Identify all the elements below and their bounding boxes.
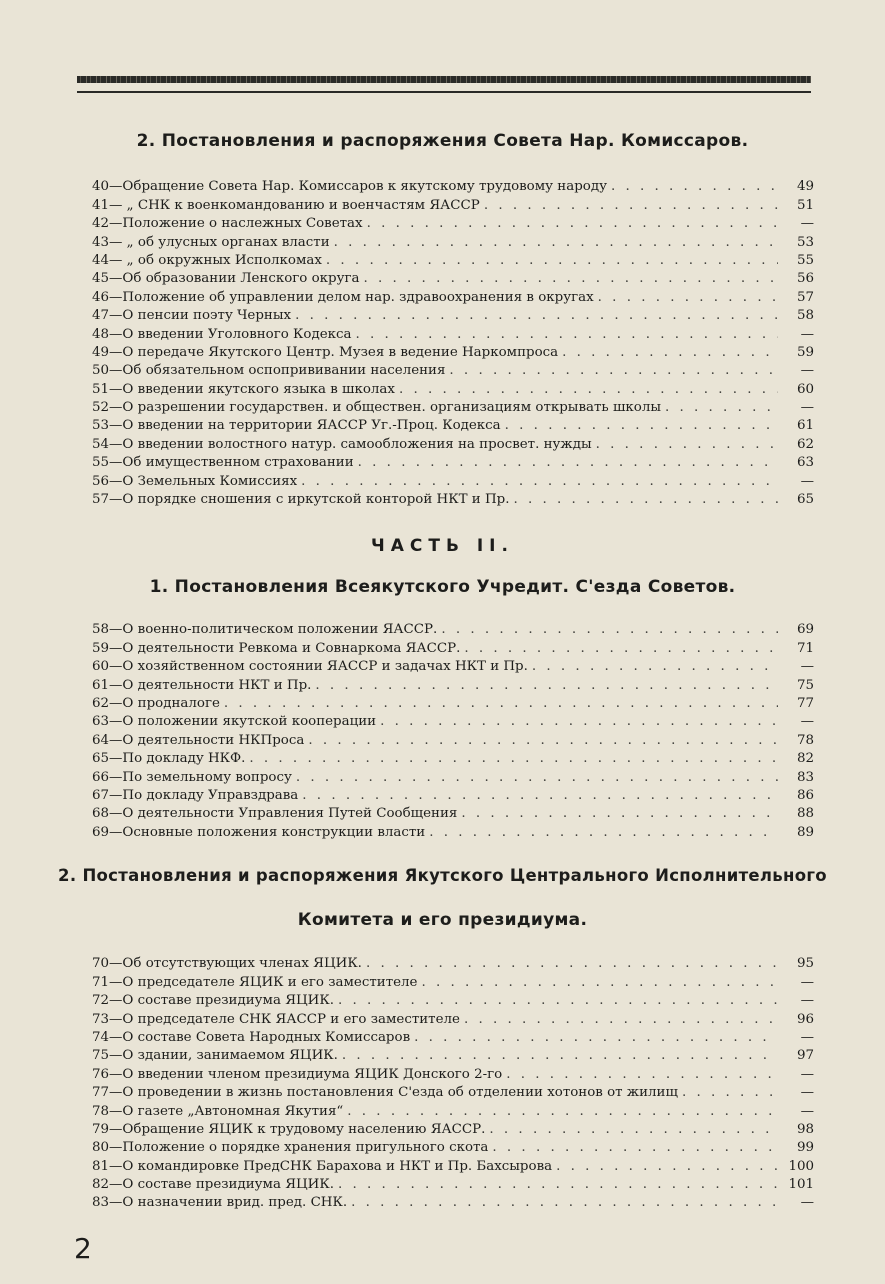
toc-entry-title: 76—О введении членом президиума ЯЦИК Донского 2-го	[92, 1066, 503, 1082]
dot-leader	[421, 974, 778, 992]
toc-entry-title: 40—Обращение Совета Нар. Комиссаров к якутскому трудовому народу	[92, 179, 607, 195]
toc-entry-title: 52—О разрешении государствен. и обществен. организациям открывать школы	[92, 400, 661, 416]
toc-entry	[92, 325, 814, 343]
dot-leader	[347, 1103, 778, 1121]
dot-leader	[506, 1066, 778, 1084]
toc-entry-page: —	[800, 1066, 814, 1082]
dot-leader	[224, 695, 778, 713]
toc-entry	[92, 1010, 814, 1028]
toc-entry	[92, 1047, 814, 1065]
toc-entry-page: 101	[788, 1177, 814, 1193]
toc-entry	[92, 750, 814, 768]
toc-entry-title: 61—О деятельности НКТ и Пр.	[92, 677, 312, 693]
toc-entry-page: —	[800, 993, 814, 1009]
toc-entry-title: 59—О деятельности Ревкома и Совнаркома ЯАССР.	[92, 640, 461, 656]
toc-entry-page: 56	[796, 271, 814, 287]
toc-entry-page: 88	[796, 806, 814, 822]
toc-entry-page: 59	[796, 344, 814, 360]
toc-entry	[92, 1029, 814, 1047]
dot-leader	[598, 289, 778, 307]
toc-entry-page: 53	[796, 234, 814, 250]
toc-entry-title: 55—Об имущественном страховании	[92, 455, 354, 471]
dot-leader	[399, 381, 778, 399]
toc-entry	[92, 1084, 814, 1102]
toc-entry-page: 57	[796, 289, 814, 305]
dot-leader	[492, 1139, 778, 1157]
dot-leader	[364, 270, 779, 288]
toc-entry-page: —	[800, 974, 814, 990]
toc-entry-title: 67—По докладу Управздрава	[92, 787, 299, 803]
toc-entry-title: 80—Положение о порядке хранения пригульного скота	[92, 1140, 489, 1156]
toc-entry	[92, 417, 814, 435]
toc-entry-page: 75	[796, 677, 814, 693]
dot-leader	[556, 1158, 778, 1176]
toc-entry-page: 78	[796, 732, 814, 748]
toc-entry-page: —	[800, 1103, 814, 1119]
toc-entry-title: 46—Положение об управлении делом нар. здравоохранения в округах	[92, 289, 594, 305]
toc-entry-title: 41— „ СНК к военкомандованию и военчастям ЯАССР	[92, 197, 480, 213]
toc-entry-title: 56—О Земельных Комиссиях	[92, 473, 298, 489]
toc-entry-title: 75—О здании, занимаемом ЯЦИК.	[92, 1048, 338, 1064]
toc-entry-page: —	[800, 473, 814, 489]
toc-entry-page: —	[800, 1085, 814, 1101]
dot-leader	[249, 750, 778, 768]
toc-entry-title: 45—Об образовании Ленского округа	[92, 271, 360, 287]
dot-leader	[356, 326, 779, 344]
dot-leader	[513, 491, 778, 509]
dot-leader	[441, 621, 778, 639]
toc-entry	[92, 472, 814, 490]
toc-entry-page: 69	[796, 622, 814, 638]
dot-leader	[338, 1176, 778, 1194]
dot-leader	[665, 399, 778, 417]
dot-leader	[562, 344, 778, 362]
dot-leader	[367, 215, 778, 233]
toc-entry-title: 51—О введении якутского языка в школах	[92, 381, 395, 397]
toc-entry-page: —	[800, 714, 814, 730]
toc-entry	[92, 973, 814, 991]
toc-entry	[92, 1157, 814, 1175]
toc-entry	[92, 676, 814, 694]
toc-entry-title: 66—По земельному вопросу	[92, 769, 292, 785]
toc-entry-page: 83	[796, 769, 814, 785]
dot-leader	[429, 824, 778, 842]
toc-entry-page: 51	[796, 197, 814, 213]
dot-leader	[302, 787, 778, 805]
dot-leader	[484, 197, 778, 215]
toc-entry	[92, 713, 814, 731]
toc-entry-page: —	[800, 1195, 814, 1211]
dot-leader	[489, 1121, 778, 1139]
toc-entry-title: 77—О проведении в жизнь постановления С'езда об отделении хотонов от жилищ	[92, 1085, 678, 1101]
toc-entry-title: 48—О введении Уголовного Кодекса	[92, 326, 352, 342]
toc-part-2-section-1	[92, 621, 814, 842]
dot-leader	[414, 1029, 778, 1047]
toc-entry	[92, 639, 814, 657]
toc-entry-page: 49	[796, 179, 814, 195]
toc-entry-page: 71	[796, 640, 814, 656]
part-2-heading: ЧАСТЬ II.	[371, 536, 514, 556]
toc-entry-title: 42—Положение о наслежных Советах	[92, 216, 363, 232]
toc-entry	[92, 658, 814, 676]
dot-leader	[342, 1047, 778, 1065]
toc-entry-page: 82	[796, 751, 814, 767]
toc-entry	[92, 380, 814, 398]
decorative-rule-top	[77, 76, 811, 83]
part-2-section-1-heading: 1. Постановления Всеякутского Учредит. С'езда Советов.	[149, 577, 736, 597]
section-2-heading: 2. Постановления и распоряжения Совета Нар. Комиссаров.	[136, 131, 749, 151]
dot-leader	[532, 658, 778, 676]
toc-entry-page: 97	[796, 1048, 814, 1064]
toc-entry	[92, 252, 814, 270]
toc-entry-title: 53—О введении на территории ЯАССР Уг.-Проц. Кодекса	[92, 418, 501, 434]
toc-entry-title: 63—О положении якутской кооперации	[92, 714, 377, 730]
dot-leader	[464, 1011, 778, 1029]
toc-entry-page: —	[800, 363, 814, 379]
toc-entry-title: 49—О передаче Якутского Центр. Музея в ведение Наркомпроса	[92, 344, 559, 360]
dot-leader	[464, 640, 778, 658]
page-number: 2	[74, 1232, 92, 1265]
decorative-rule-bottom	[77, 91, 811, 93]
toc-entry	[92, 992, 814, 1010]
toc-entry	[92, 1121, 814, 1139]
toc-entry-title: 60—О хозяйственном состоянии ЯАССР и задачах НКТ и Пр.	[92, 659, 528, 675]
toc-entry-title: 72—О составе президиума ЯЦИК.	[92, 993, 334, 1009]
toc-entry-title: 64—О деятельности НКПроса	[92, 732, 305, 748]
toc-entry	[92, 787, 814, 805]
toc-entry-title: 78—О газете „Автономная Якутия“	[92, 1103, 344, 1119]
toc-entry-title: 43— „ об улусных органах власти	[92, 234, 330, 250]
toc-entry-page: 86	[796, 787, 814, 803]
dot-leader	[366, 955, 778, 973]
toc-entry-page: 61	[796, 418, 814, 434]
toc-entry	[92, 399, 814, 417]
toc-entry-page: —	[800, 1029, 814, 1045]
dot-leader	[351, 1194, 778, 1212]
toc-entry-title: 81—О командировке ПредСНК Барахова и НКТ и Пр. Бахсырова	[92, 1158, 553, 1174]
toc-entry-title: 58—О военно-политическом положении ЯАССР.	[92, 622, 438, 638]
toc-entry-page: 65	[796, 492, 814, 508]
toc-entry	[92, 823, 814, 841]
toc-entry-page: 77	[796, 695, 814, 711]
dot-leader	[338, 992, 778, 1010]
toc-entry-title: 79—Обращение ЯЦИК к трудовому населению ЯАССР.	[92, 1121, 486, 1137]
dot-leader	[334, 234, 778, 252]
toc-entry	[92, 1102, 814, 1120]
toc-entry-title: 50—Об обязательном оспопрививании населения	[92, 363, 446, 379]
toc-entry-title: 70—Об отсутствующих членах ЯЦИК.	[92, 956, 362, 972]
dot-leader	[295, 307, 778, 325]
toc-entry-page: 95	[796, 956, 814, 972]
toc-entry-page: —	[800, 326, 814, 342]
toc-entry-page: 60	[796, 381, 814, 397]
toc-entry-page: 89	[796, 824, 814, 840]
toc-entry-title: 44— „ об окружных Исполкомах	[92, 252, 322, 268]
toc-entry	[92, 435, 814, 453]
toc-entry	[92, 768, 814, 786]
toc-entry	[92, 1139, 814, 1157]
toc-entry-title: 74—О составе Совета Народных Комиссаров	[92, 1029, 411, 1045]
toc-entry-page: 100	[788, 1158, 814, 1174]
toc-entry-page: —	[800, 400, 814, 416]
toc-entry-title: 62—О продналоге	[92, 695, 220, 711]
toc-entry-page: 63	[796, 455, 814, 471]
toc-entry	[92, 1176, 814, 1194]
dot-leader	[682, 1084, 778, 1102]
dot-leader	[358, 454, 778, 472]
toc-entry-page: —	[800, 216, 814, 232]
toc-entry	[92, 288, 814, 306]
dot-leader	[611, 178, 778, 196]
toc-section-2	[92, 178, 814, 509]
dot-leader	[449, 362, 778, 380]
toc-entry-title: 82—О составе президиума ЯЦИК.	[92, 1177, 334, 1193]
toc-entry-title: 54—О введении волостного натур. самообложения на просвет. нужды	[92, 436, 592, 452]
toc-entry-title: 47—О пенсии поэту Черных	[92, 308, 292, 324]
toc-entry-title: 57—О порядке сношения с иркутской конторой НКТ и Пр.	[92, 492, 510, 508]
toc-entry-page: —	[800, 659, 814, 675]
toc-entry	[92, 178, 814, 196]
toc-entry	[92, 695, 814, 713]
toc-entry-page: 58	[796, 308, 814, 324]
toc-entry	[92, 196, 814, 214]
toc-part-2-section-2	[92, 955, 814, 1212]
toc-entry	[92, 1194, 814, 1212]
toc-entry	[92, 362, 814, 380]
toc-entry	[92, 621, 814, 639]
toc-entry	[92, 1065, 814, 1083]
toc-entry	[92, 454, 814, 472]
toc-entry-page: 55	[796, 252, 814, 268]
toc-entry-page: 96	[796, 1011, 814, 1027]
dot-leader	[315, 677, 778, 695]
dot-leader	[461, 805, 778, 823]
toc-entry-page: 99	[796, 1140, 814, 1156]
toc-entry	[92, 307, 814, 325]
toc-entry	[92, 270, 814, 288]
toc-entry	[92, 491, 814, 509]
toc-entry-page: 62	[796, 436, 814, 452]
part-2-section-2-heading-line-2: Комитета и его президиума.	[297, 910, 588, 930]
toc-entry-page: 98	[796, 1121, 814, 1137]
dot-leader	[296, 769, 778, 787]
toc-entry-title: 71—О председателе ЯЦИК и его заместителе	[92, 974, 418, 990]
toc-entry	[92, 805, 814, 823]
toc-entry	[92, 731, 814, 749]
toc-entry-title: 73—О председателе СНК ЯАССР и его заместителе	[92, 1011, 460, 1027]
toc-entry	[92, 215, 814, 233]
toc-entry-title: 69—Основные положения конструкции власти	[92, 824, 426, 840]
part-2-section-2-heading-line-1: 2. Постановления и распоряжения Якутского Центрального Исполнительного	[58, 866, 827, 885]
dot-leader	[326, 252, 778, 270]
dot-leader	[505, 417, 778, 435]
dot-leader	[596, 436, 778, 454]
toc-entry	[92, 955, 814, 973]
dot-leader	[380, 713, 778, 731]
dot-leader	[308, 732, 778, 750]
dot-leader	[301, 473, 778, 491]
toc-entry-title: 83—О назначении врид. пред. СНК.	[92, 1195, 348, 1211]
toc-entry	[92, 233, 814, 251]
toc-entry-title: 65—По докладу НКФ.	[92, 751, 246, 767]
toc-entry-title: 68—О деятельности Управления Путей Сообщения	[92, 806, 458, 822]
toc-entry	[92, 344, 814, 362]
